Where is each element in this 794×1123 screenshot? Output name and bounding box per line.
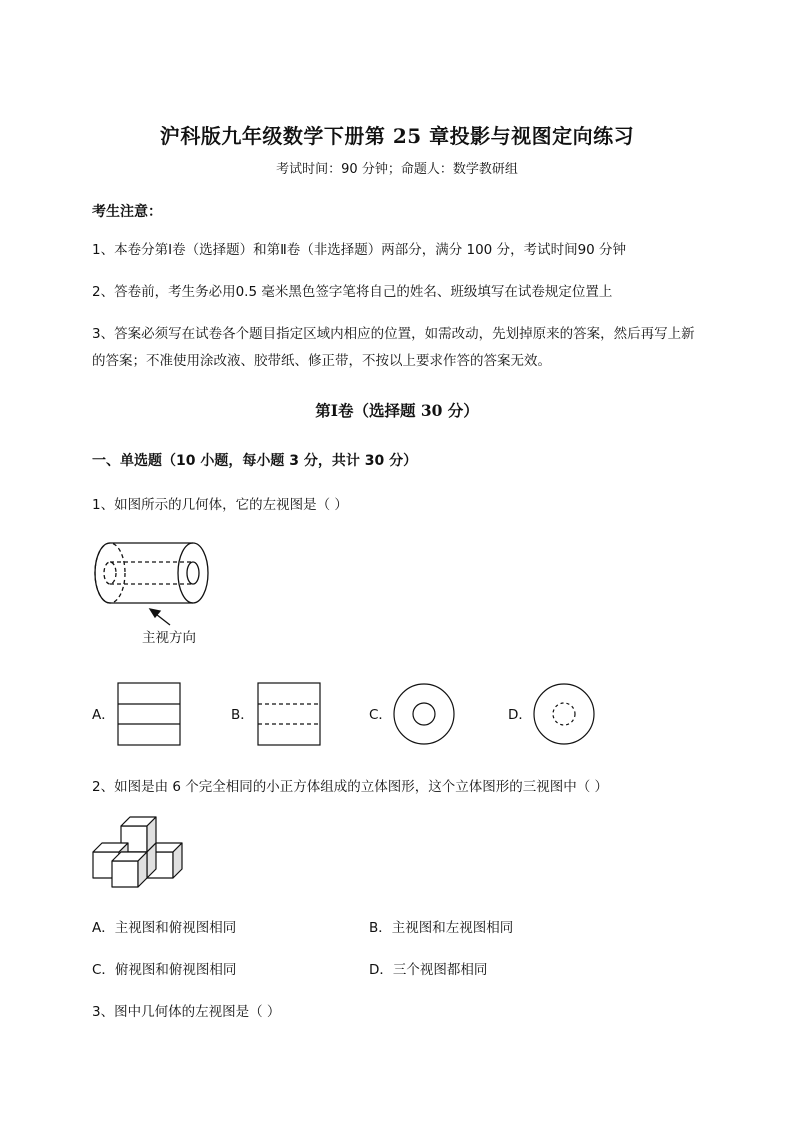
section-title: 第Ⅰ卷（选择题 30 分） [315, 401, 479, 420]
page-title: 沪科版九年级数学下册第 25 章投影与视图定向练习 [159, 124, 635, 148]
part-heading: 一、单选题（10 小题，每小题 3 分，共计 30 分） [92, 453, 418, 469]
question-2-option-b[interactable]: B．主视图和左视图相同 [369, 920, 514, 936]
exam-info: 考试时间：90 分钟；命题人：数学教研组 [276, 162, 518, 177]
question-2-option-a[interactable]: A．主视图和俯视图相同 [92, 920, 237, 936]
option-a-label[interactable]: A． [92, 707, 115, 723]
option-d-label[interactable]: D． [508, 707, 532, 723]
notice-heading: 考生注意： [92, 204, 162, 220]
notice-item-3: 3、答案必须写在试卷各个题目指定区域内相应的位置，如需改动，先划掉原来的答案，然后再写上新 [92, 326, 695, 342]
cube-front [112, 852, 147, 887]
question-3-stem: 3、图中几何体的左视图是（ ） [92, 1004, 281, 1020]
notice-item-3-continued: 的答案；不准使用涂改液、胶带纸、修正带，不按以上要求作答的答案无效。 [92, 353, 551, 369]
question-2-stem: 2、如图是由 6 个完全相同的小正方体组成的立体图形，这个立体图形的三视图中（ ） [92, 779, 609, 795]
option-c-label[interactable]: C． [369, 707, 392, 723]
notice-item-2: 2、答卷前，考生务必用0.5 毫米黑色签字笔将自己的姓名、班级填写在试卷规定位置上 [92, 284, 613, 300]
question-1-stem: 1、如图所示的几何体，它的左视图是（ ） [92, 497, 348, 513]
question-2-option-c[interactable]: C．俯视图和俯视图相同 [92, 962, 237, 978]
notice-item-1: 1、本卷分第Ⅰ卷（选择题）和第Ⅱ卷（非选择题）两部分，满分 100 分，考试时间90 分钟 [92, 242, 627, 258]
view-direction-label: 主视方向 [142, 630, 196, 646]
question-2-option-d[interactable]: D．三个视图都相同 [369, 962, 488, 978]
option-b-label[interactable]: B． [231, 707, 254, 723]
